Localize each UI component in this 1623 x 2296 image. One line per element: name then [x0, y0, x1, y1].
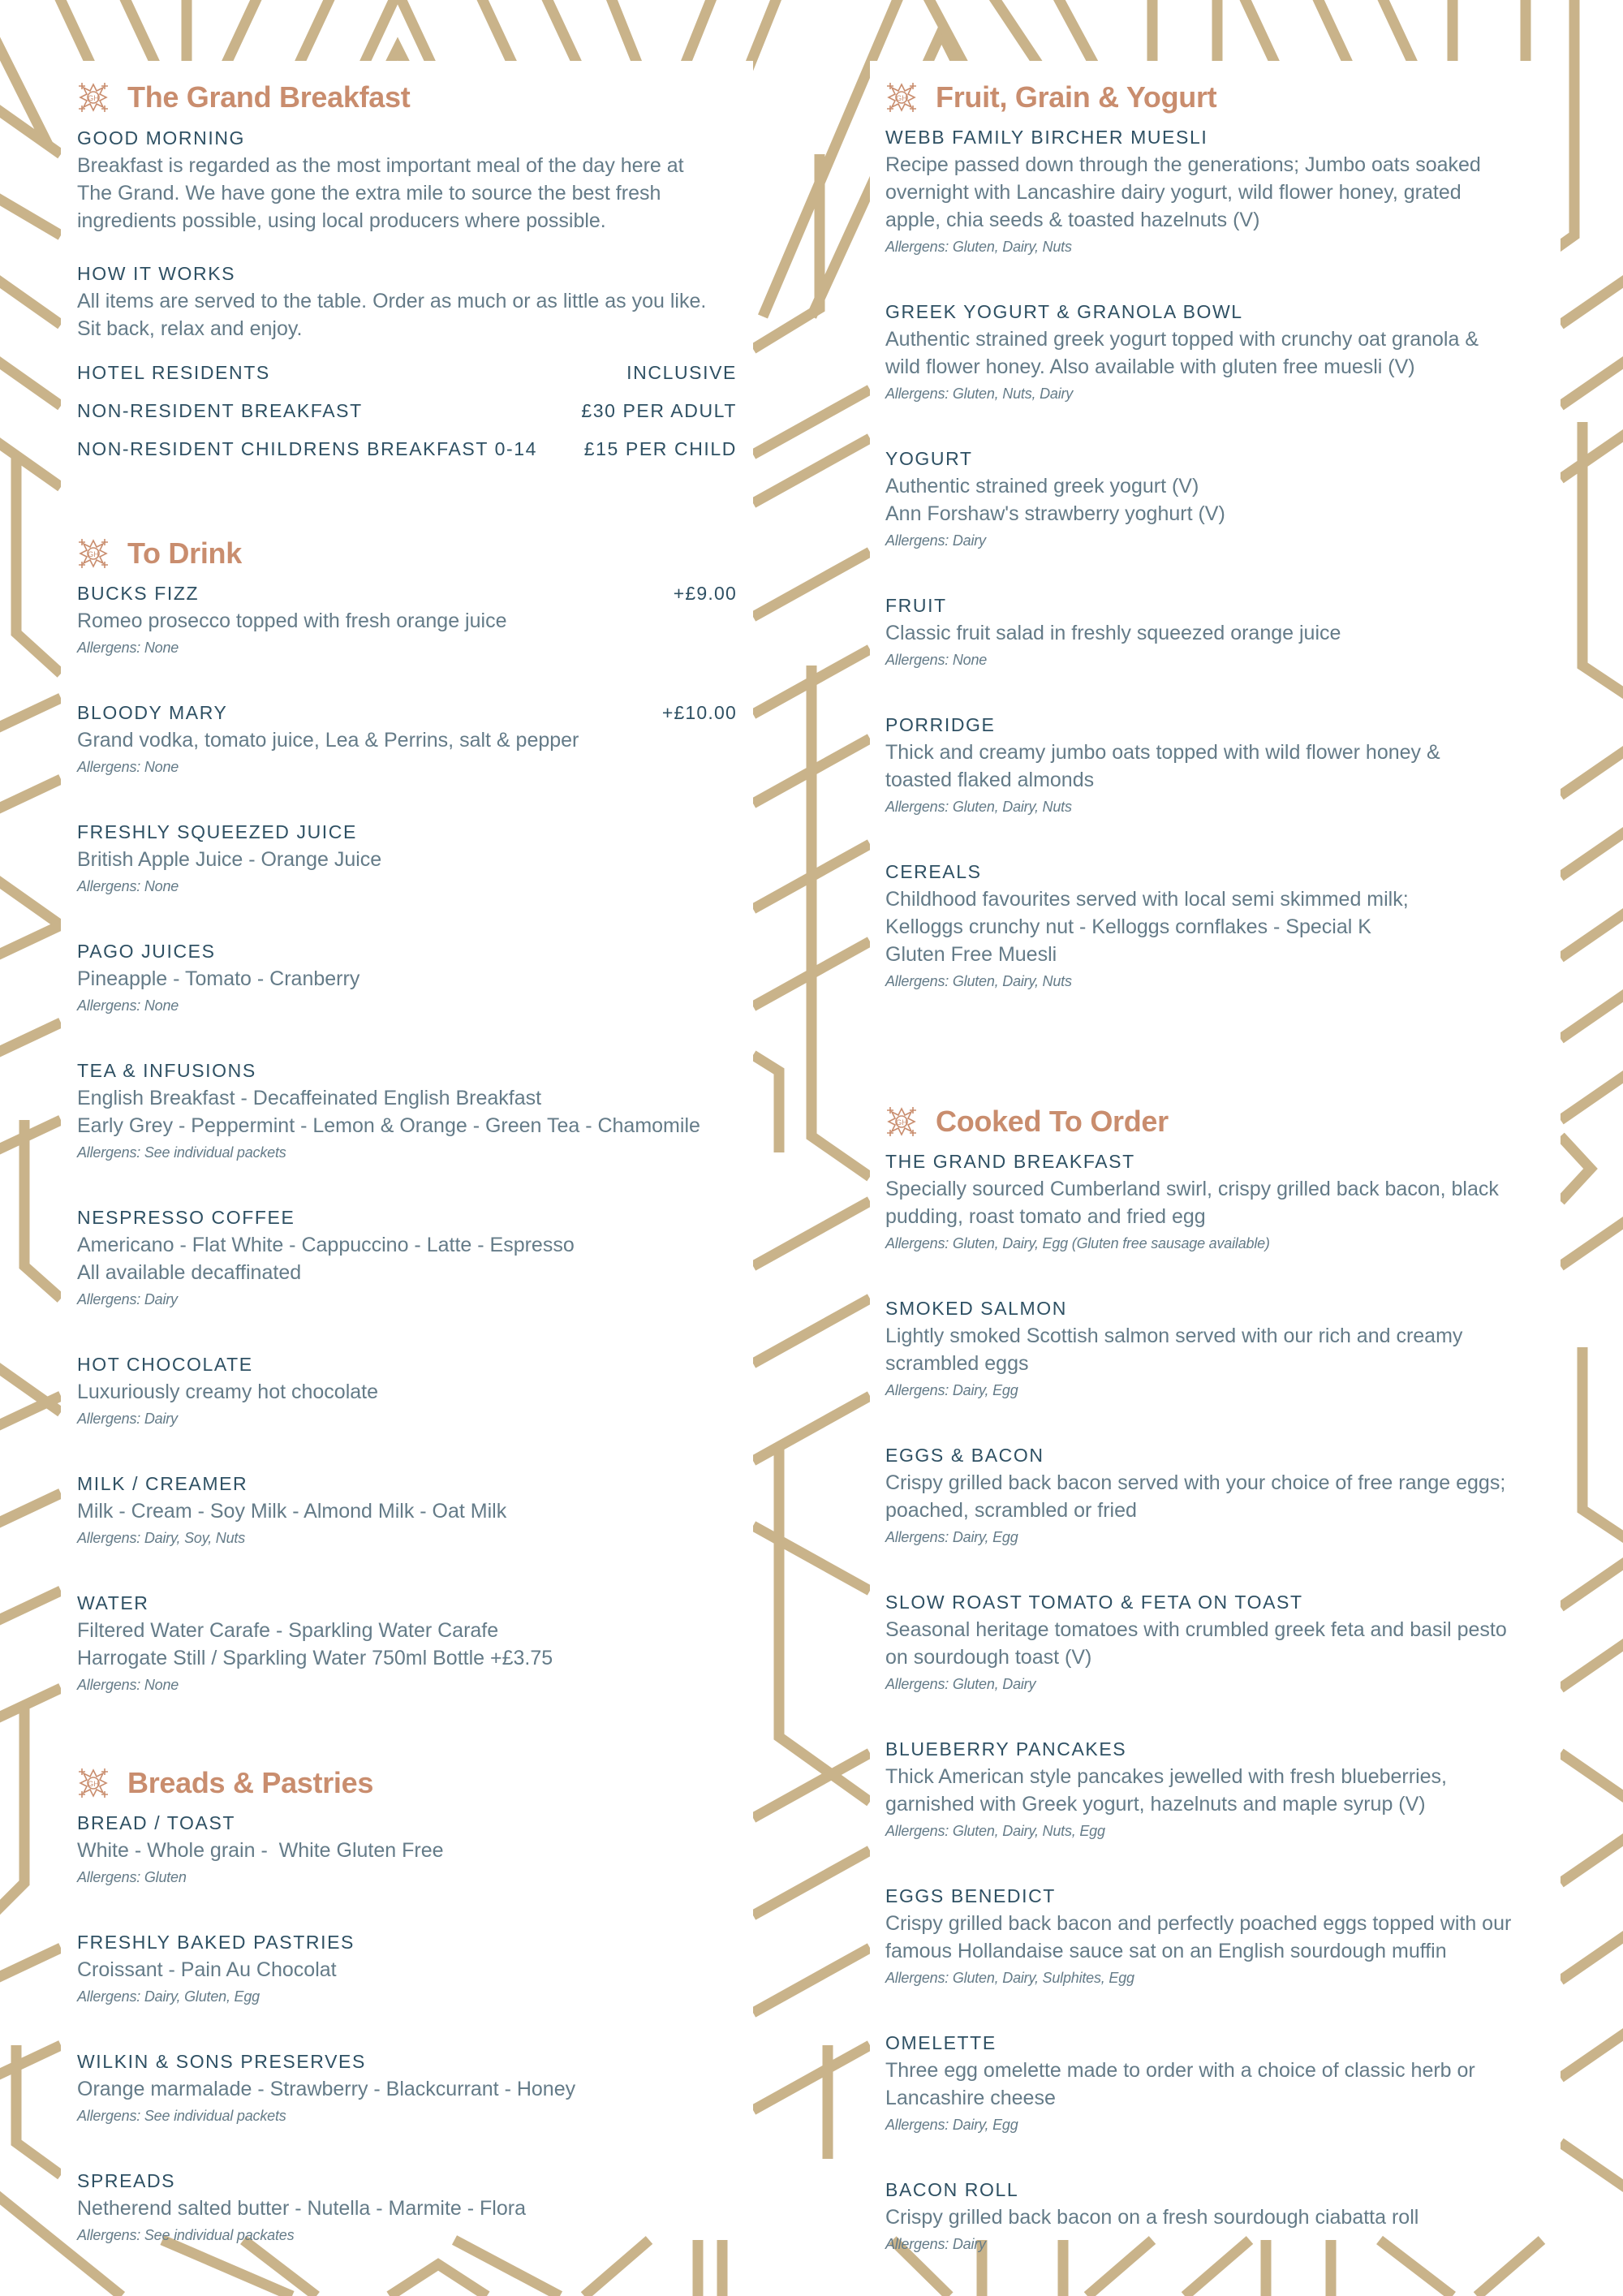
item-description: poached, scrambled or fried: [885, 1499, 1137, 1522]
price-row-hotel-residents: [77, 354, 737, 392]
menu-item-spreads: [77, 2167, 737, 2248]
item-description: Gluten Free Muesli: [885, 943, 1057, 966]
item-description: All available decaffinated: [77, 1261, 302, 1284]
section-header-fruit-grain-yogurt: [885, 71, 1544, 123]
item-title: FRESHLY BAKED PASTRIES: [77, 1932, 355, 1953]
menu-item-bacon-roll: [885, 2176, 1544, 2257]
item-description: Thick and creamy jumbo oats topped with wild flower honey &: [885, 741, 1440, 764]
item-description: apple, chia seeds & toasted hazelnuts (V): [885, 209, 1260, 231]
menu-item-bloody-mary: [77, 699, 737, 780]
item-description: Kelloggs crunchy nut - Kelloggs cornflakes - Special K: [885, 915, 1371, 938]
intro-heading: GOOD MORNING: [77, 127, 246, 149]
item-description: Romeo prosecco topped with fresh orange juice: [77, 610, 507, 632]
gh-monogram-emblem-icon: [885, 1105, 918, 1138]
menu-item-tomato-feta-toast: [885, 1588, 1544, 1697]
price-row-non-resident-children: [77, 430, 737, 468]
item-title: TEA & INFUSIONS: [77, 1060, 256, 1081]
menu-item-bread-toast: [77, 1809, 737, 1890]
menu-item-the-grand-breakfast: [885, 1148, 1544, 1256]
item-title: MILK / CREAMER: [77, 1473, 248, 1494]
item-description: Authentic strained greek yogurt (V): [885, 475, 1199, 498]
item-allergens: Allergens: See individual packates: [77, 2227, 295, 2243]
gh-monogram-emblem-icon: [77, 537, 110, 570]
item-allergens: Allergens: Dairy, Gluten, Egg: [77, 1988, 260, 2005]
item-title: BLOODY MARY: [77, 702, 228, 723]
item-allergens: Allergens: Gluten, Dairy, Nuts, Egg: [885, 1823, 1105, 1839]
item-allergens: Allergens: See individual packets: [77, 1144, 286, 1161]
item-description: Crispy grilled back bacon on a fresh sourdough ciabatta roll: [885, 2206, 1419, 2229]
item-description: garnished with Greek yogurt, hazelnuts and maple syrup (V): [885, 1793, 1426, 1816]
item-description: Grand vodka, tomato juice, Lea & Perrins, salt & pepper: [77, 729, 579, 752]
menu-item-smoked-salmon: [885, 1294, 1544, 1403]
item-allergens: Allergens: See individual packets: [77, 2108, 286, 2124]
item-allergens: Allergens: None: [885, 652, 988, 668]
intro-heading: HOW IT WORKS: [77, 263, 236, 284]
item-description: Luxuriously creamy hot chocolate: [77, 1381, 379, 1403]
intro-line: ingredients possible, using local producers where possible.: [77, 209, 606, 232]
item-title: FRESHLY SQUEEZED JUICE: [77, 821, 357, 842]
section-title: Cooked To Order: [936, 1105, 1169, 1138]
menu-item-pago-juices: [77, 937, 737, 1019]
item-title: NESPRESSO COFFEE: [77, 1207, 295, 1228]
item-title: THE GRAND BREAKFAST: [885, 1151, 1135, 1172]
svg-text:GH: GH: [88, 1780, 99, 1788]
item-description: Lancashire cheese: [885, 2087, 1056, 2109]
item-title: WEBB FAMILY BIRCHER MUESLI: [885, 127, 1208, 148]
item-allergens: Allergens: None: [77, 759, 179, 775]
item-description: Americano - Flat White - Cappuccino - Latte - Espresso: [77, 1234, 575, 1256]
section-header-grand-breakfast: [77, 71, 737, 123]
item-description: overnight with Lancashire dairy yogurt, wild flower honey, grated: [885, 181, 1462, 204]
item-title: FRUIT: [885, 595, 947, 616]
item-description: Ann Forshaw's strawberry yoghurt (V): [885, 502, 1225, 525]
menu-item-greek-yogurt-granola: [885, 298, 1544, 407]
item-title: BACON ROLL: [885, 2179, 1019, 2200]
menu-item-nespresso-coffee: [77, 1204, 737, 1312]
item-title: YOGURT: [885, 448, 973, 469]
svg-text:GH: GH: [896, 1118, 907, 1126]
item-price: +£9.00: [673, 583, 737, 604]
item-allergens: Allergens: Dairy, Egg: [885, 1529, 1018, 1545]
section-title: To Drink: [127, 536, 242, 570]
item-description: Orange marmalade - Strawberry - Blackcurrant - Honey: [77, 2078, 576, 2100]
item-description: Early Grey - Peppermint - Lemon & Orange - Green Tea - Chamomile: [77, 1114, 700, 1137]
item-description: Specially sourced Cumberland swirl, crispy grilled back bacon, black: [885, 1178, 1499, 1200]
item-description: toasted flaked almonds: [885, 769, 1095, 791]
right-menu-panel: [870, 61, 1561, 2252]
menu-item-eggs-bacon: [885, 1441, 1544, 1550]
price-label: NON-RESIDENT BREAKFAST: [77, 400, 363, 421]
item-title: BUCKS FIZZ: [77, 583, 200, 604]
price-label: NON-RESIDENT CHILDRENS BREAKFAST 0-14: [77, 438, 538, 459]
menu-item-bucks-fizz: [77, 579, 737, 661]
left-menu-panel: [61, 61, 753, 2243]
item-title: BLUEBERRY PANCAKES: [885, 1738, 1127, 1760]
item-title: SMOKED SALMON: [885, 1298, 1068, 1319]
item-title: CEREALS: [885, 861, 982, 882]
item-description: scrambled eggs: [885, 1352, 1029, 1375]
item-title: EGGS BENEDICT: [885, 1885, 1056, 1906]
svg-text:GH: GH: [896, 94, 907, 102]
menu-item-freshly-squeezed-juice: [77, 818, 737, 899]
item-allergens: Allergens: Dairy, Egg: [885, 1382, 1018, 1398]
item-allergens: Allergens: Gluten, Dairy, Nuts: [885, 799, 1072, 815]
svg-text:GH: GH: [88, 550, 99, 558]
gh-monogram-emblem-icon: [77, 81, 110, 114]
price-value: £30 PER ADULT: [581, 400, 737, 421]
item-description: Croissant - Pain Au Chocolat: [77, 1958, 337, 1981]
menu-item-yogurt: [885, 445, 1544, 554]
item-description: Seasonal heritage tomatoes with crumbled greek feta and basil pesto: [885, 1618, 1507, 1641]
menu-item-tea-infusions: [77, 1057, 737, 1165]
item-title: WILKIN & SONS PRESERVES: [77, 2051, 366, 2072]
item-description: Pineapple - Tomato - Cranberry: [77, 967, 360, 990]
item-title: GREEK YOGURT & GRANOLA BOWL: [885, 301, 1243, 322]
item-price: +£10.00: [661, 702, 737, 723]
section-header-cooked-to-order: [885, 1096, 1544, 1148]
menu-item-porridge: [885, 711, 1544, 820]
item-allergens: Allergens: Gluten, Dairy, Sulphites, Egg: [885, 1970, 1134, 1986]
price-value: £15 PER CHILD: [583, 438, 737, 459]
price-row-non-resident: [77, 392, 737, 430]
menu-item-freshly-baked-pastries: [77, 1928, 737, 2010]
gh-monogram-emblem-icon: [77, 1767, 110, 1799]
item-description: British Apple Juice - Orange Juice: [77, 848, 382, 871]
item-description: wild flower honey. Also available with gluten free muesli (V): [885, 355, 1415, 378]
intro-line: All items are served to the table. Order as much or as little as you like.: [77, 290, 707, 312]
item-allergens: Allergens: None: [77, 878, 179, 894]
item-title: PORRIDGE: [885, 714, 996, 735]
price-value: INCLUSIVE: [626, 362, 737, 383]
item-description: Netherend salted butter - Nutella - Marmite - Flora: [77, 2197, 526, 2220]
intro-line: Sit back, relax and enjoy.: [77, 317, 303, 340]
item-description: Filtered Water Carafe - Sparkling Water Carafe: [77, 1619, 499, 1642]
menu-item-eggs-benedict: [885, 1882, 1544, 1991]
item-description: Crispy grilled back bacon and perfectly poached eggs topped with our: [885, 1912, 1512, 1935]
menu-item-blueberry-pancakes: [885, 1735, 1544, 1844]
item-description: Recipe passed down through the generations; Jumbo oats soaked: [885, 153, 1481, 176]
item-allergens: Allergens: Gluten, Dairy, Nuts: [885, 973, 1072, 989]
item-description: Lightly smoked Scottish salmon served with our rich and creamy: [885, 1325, 1463, 1347]
menu-item-bircher-muesli: [885, 123, 1544, 260]
item-description: famous Hollandaise sauce sat on an English sourdough muffin: [885, 1940, 1447, 1962]
item-description: Three egg omelette made to order with a choice of classic herb or: [885, 2059, 1475, 2082]
intro-line: The Grand. We have gone the extra mile to source the best fresh: [77, 182, 661, 205]
item-title: HOT CHOCOLATE: [77, 1354, 253, 1375]
item-title: OMELETTE: [885, 2032, 997, 2053]
menu-item-wilkin-sons-preserves: [77, 2048, 737, 2129]
section-header-breads-pastries: [77, 1757, 737, 1809]
pricing-table: [77, 354, 737, 468]
item-title: PAGO JUICES: [77, 941, 216, 962]
item-description: Harrogate Still / Sparkling Water 750ml Bottle +£3.75: [77, 1647, 553, 1669]
item-allergens: Allergens: Gluten: [77, 1869, 187, 1885]
item-description: on sourdough toast (V): [885, 1646, 1092, 1669]
menu-item-fruit: [885, 592, 1544, 673]
item-allergens: Allergens: Dairy: [77, 1291, 178, 1307]
gh-monogram-emblem-icon: [885, 81, 918, 114]
item-title: WATER: [77, 1592, 149, 1613]
intro-block-how-it-works: [77, 260, 737, 342]
item-allergens: Allergens: Dairy: [885, 532, 986, 549]
item-allergens: Allergens: None: [77, 997, 179, 1014]
section-header-to-drink: [77, 528, 737, 579]
item-title: EGGS & BACON: [885, 1445, 1044, 1466]
item-description: White - Whole grain - White Gluten Free: [77, 1839, 444, 1862]
item-title: SPREADS: [77, 2170, 176, 2191]
item-allergens: Allergens: Gluten, Dairy, Nuts: [885, 239, 1072, 255]
item-allergens: Allergens: Gluten, Dairy, Egg (Gluten free sausage available): [885, 1235, 1270, 1251]
item-description: Authentic strained greek yogurt topped with crunchy oat granola &: [885, 328, 1479, 351]
item-allergens: Allergens: Dairy, Egg: [885, 2117, 1018, 2133]
intro-block-good-morning: [77, 124, 737, 235]
menu-item-hot-chocolate: [77, 1350, 737, 1432]
item-description: Classic fruit salad in freshly squeezed orange juice: [885, 622, 1341, 644]
menu-item-omelette: [885, 2029, 1544, 2138]
item-description: Thick American style pancakes jewelled with fresh blueberries,: [885, 1765, 1447, 1788]
section-title: Fruit, Grain & Yogurt: [936, 80, 1217, 114]
item-description: pudding, roast tomato and fried egg: [885, 1205, 1206, 1228]
menu-item-water: [77, 1589, 737, 1698]
item-allergens: Allergens: Gluten, Nuts, Dairy: [885, 386, 1074, 402]
item-allergens: Allergens: Dairy, Soy, Nuts: [77, 1530, 246, 1546]
price-label: HOTEL RESIDENTS: [77, 362, 270, 383]
item-title: BREAD / TOAST: [77, 1812, 236, 1833]
item-description: Crispy grilled back bacon served with your choice of free range eggs;: [885, 1471, 1506, 1494]
section-title: Breads & Pastries: [127, 1766, 374, 1799]
item-allergens: Allergens: Dairy: [77, 1411, 178, 1427]
item-title: SLOW ROAST TOMATO & FETA ON TOAST: [885, 1592, 1303, 1613]
item-allergens: Allergens: Gluten, Dairy: [885, 1676, 1036, 1692]
intro-line: Breakfast is regarded as the most important meal of the day here at: [77, 154, 684, 177]
section-title: The Grand Breakfast: [127, 80, 411, 114]
menu-item-milk-creamer: [77, 1470, 737, 1551]
item-description: English Breakfast - Decaffeinated English Breakfast: [77, 1087, 542, 1109]
item-allergens: Allergens: None: [77, 1677, 179, 1693]
item-allergens: Allergens: None: [77, 640, 179, 656]
menu-item-cereals: [885, 858, 1544, 994]
item-description: Childhood favourites served with local semi skimmed milk;: [885, 888, 1409, 911]
svg-text:GH: GH: [88, 94, 99, 102]
item-description: Milk - Cream - Soy Milk - Almond Milk - Oat Milk: [77, 1500, 507, 1523]
item-allergens: Allergens: Dairy: [885, 2236, 986, 2252]
